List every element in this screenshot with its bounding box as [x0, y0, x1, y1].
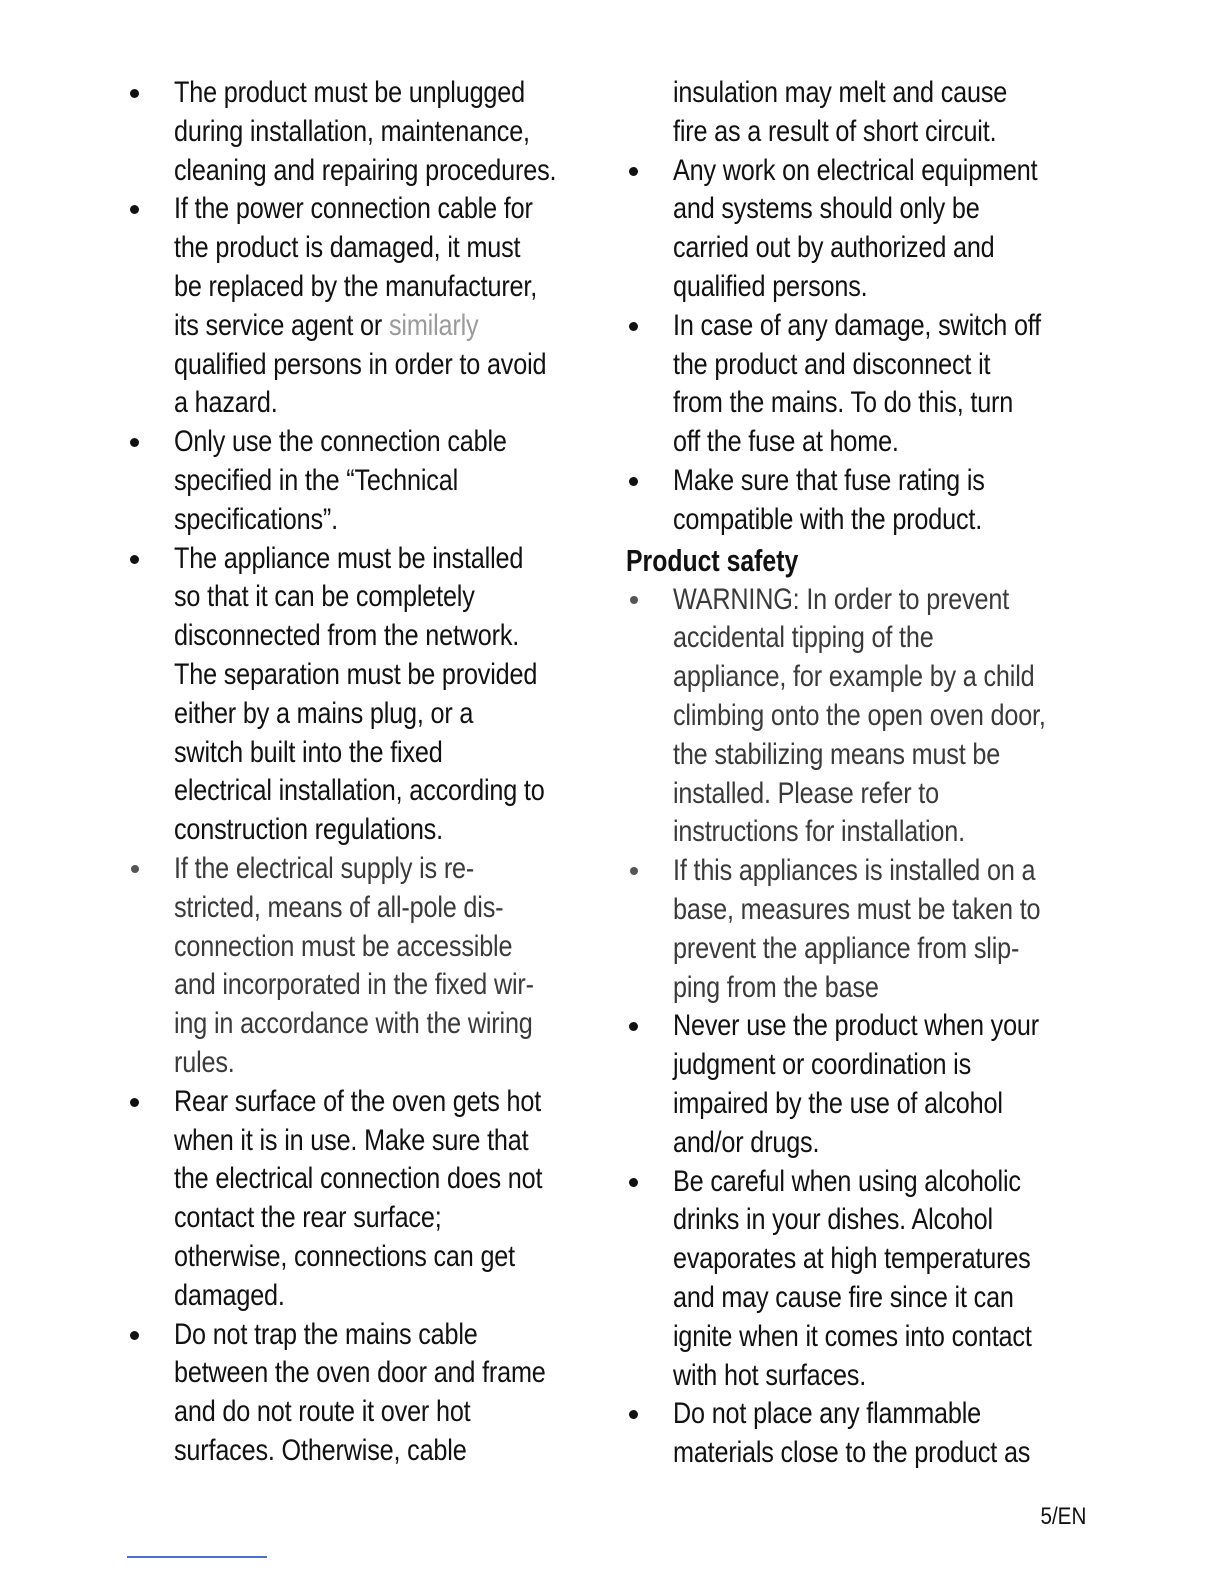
text-line: construction regulations.: [174, 813, 443, 847]
text-line: the electrical connection does not: [174, 1162, 543, 1196]
text-line: rules.: [174, 1045, 235, 1079]
bullet-icon: [629, 1410, 638, 1419]
bullet-icon: [629, 167, 638, 176]
text-line: Only use the connection cable: [174, 425, 507, 459]
page-number: 5/EN: [1040, 1503, 1086, 1530]
bullet-list: [127, 74, 607, 1471]
text-line: prevent the appliance from slip-: [673, 931, 1020, 965]
text-line: qualified persons in order to avoid: [174, 347, 547, 381]
list-item: [127, 1083, 607, 1316]
text-line: and systems should only be: [673, 192, 980, 226]
left-column: [127, 74, 607, 1471]
bullet-icon: [629, 322, 638, 331]
text-line: judgment or coordination is: [673, 1048, 972, 1082]
bullet-icon: [130, 205, 139, 214]
text-line: electrical installation, according to: [174, 774, 545, 808]
text-line: WARNING: In order to prevent: [673, 582, 1010, 616]
text-line: switch built into the fixed: [174, 735, 443, 769]
text-line: base, measures must be taken to: [673, 892, 1041, 926]
list-item: [626, 462, 1096, 540]
text-line: so that it can be completely: [174, 580, 475, 614]
text-line: materials close to the product as: [673, 1436, 1031, 1470]
text-line: ping from the base: [673, 970, 879, 1004]
bullet-icon: [131, 865, 139, 873]
text-line: either by a mains plug, or a: [174, 696, 474, 730]
text-line: qualified persons.: [673, 269, 868, 303]
list-item: [626, 852, 1096, 1007]
text-line: connection must be accessible: [174, 929, 513, 963]
text-line: appliance, for example by a child: [673, 660, 1035, 694]
text-line: when it is in use. Make sure that: [174, 1123, 529, 1157]
list-item: [626, 581, 1096, 853]
text-line: drinks in your dishes. Alcohol: [673, 1203, 993, 1237]
text-line: from the mains. To do this, turn: [673, 386, 1014, 420]
text-line: carried out by authorized and: [673, 231, 995, 265]
text-line: the product and disconnect it: [673, 347, 991, 381]
text-line: and may cause fire since it can: [673, 1280, 1014, 1314]
text-line: The appliance must be installed: [174, 541, 524, 575]
list-item: [127, 74, 607, 190]
bullet-icon: [629, 477, 638, 486]
text-line: [174, 307, 538, 346]
list-item: [626, 1395, 1096, 1473]
product-safety-list: [626, 581, 1096, 1473]
text-line: with hot surfaces.: [673, 1358, 867, 1392]
text-line: Do not place any flammable: [673, 1397, 982, 1431]
text-line: If this appliances is installed on a: [673, 854, 1036, 888]
text-line: cleaning and repairing procedures.: [174, 153, 557, 187]
list-item: [127, 423, 607, 539]
text-line: Rear surface of the oven gets hot: [174, 1084, 542, 1118]
list-item: [127, 540, 607, 850]
text-line: If the electrical supply is re-: [174, 851, 475, 885]
section-heading: Product safety: [626, 542, 799, 578]
list-item: [127, 850, 607, 1083]
right-column: [626, 74, 1096, 1473]
text-line: be replaced by the manufacturer,: [174, 269, 538, 303]
text-line: during installation, maintenance,: [174, 114, 530, 148]
text-line: off the fuse at home.: [673, 425, 899, 459]
text-line: disconnected from the network.: [174, 619, 520, 653]
faded-word: similarly: [388, 308, 479, 342]
text-line: Be careful when using alcoholic: [673, 1164, 1021, 1198]
text-fragment: its service agent or: [174, 308, 389, 342]
text-line: Never use the product when your: [673, 1009, 1040, 1043]
list-item: [626, 152, 1096, 307]
bullet-icon: [130, 438, 139, 447]
text-line: and/or drugs.: [673, 1125, 820, 1159]
text-line: surfaces. Otherwise, cable: [174, 1433, 467, 1467]
text-line: If the power connection cable for: [174, 192, 533, 226]
text-line: climbing onto the open oven door,: [673, 698, 1046, 732]
text-line: ing in accordance with the wiring: [174, 1007, 533, 1041]
text-line: between the oven door and frame: [174, 1356, 546, 1390]
text-line: accidental tipping of the: [673, 621, 934, 655]
text-line: specified in the “Technical: [174, 463, 459, 497]
text-line: fire as a result of short circuit.: [673, 114, 997, 148]
bullet-icon: [130, 1331, 139, 1340]
list-item: [626, 307, 1096, 462]
text-line: The product must be unplugged: [174, 76, 525, 109]
bullet-icon: [629, 1178, 638, 1187]
text-line: In case of any damage, switch off: [673, 308, 1042, 342]
text-line: ignite when it comes into contact: [673, 1319, 1032, 1353]
text-line: installed. Please refer to: [673, 776, 939, 810]
text-line: compatible with the product.: [673, 502, 983, 536]
bullet-icon: [130, 89, 139, 98]
bullet-icon: [629, 1022, 638, 1031]
text-line: contact the rear surface;: [174, 1201, 442, 1235]
text-line: evaporates at high temperatures: [673, 1242, 1031, 1276]
bullet-icon: [130, 1098, 139, 1107]
text-line: otherwise, connections can get: [174, 1239, 515, 1273]
text-line: Any work on electrical equipment: [673, 153, 1038, 187]
text-line: and incorporated in the fixed wir-: [174, 968, 534, 1002]
text-line: the stabilizing means must be: [673, 737, 1001, 771]
list-item: [127, 1316, 607, 1471]
text-line: The separation must be provided: [174, 657, 538, 691]
text-line: impaired by the use of alcohol: [673, 1086, 1003, 1120]
text-line: insulation may melt and cause: [673, 76, 1008, 109]
footer-divider: [127, 1556, 267, 1558]
bullet-icon: [130, 555, 139, 564]
bullet-icon: [630, 867, 638, 875]
text-line: damaged.: [174, 1278, 285, 1312]
list-item: [127, 190, 607, 423]
text-line: the product is damaged, it must: [174, 231, 521, 265]
text-line: and do not route it over hot: [174, 1395, 471, 1429]
text-line: Do not trap the mains cable: [174, 1317, 478, 1351]
text-line: specifications”.: [174, 502, 338, 536]
text-line: instructions for installation.: [673, 815, 965, 849]
text-line: Make sure that fuse rating is: [673, 463, 985, 497]
text-line: stricted, means of all-pole dis-: [174, 890, 504, 924]
list-item: [626, 1163, 1096, 1396]
bullet-icon: [630, 596, 638, 604]
list-item-continuation: [626, 74, 1096, 152]
list-item: [626, 1007, 1096, 1162]
text-line: a hazard.: [174, 386, 278, 420]
bullet-list: [626, 74, 1096, 540]
